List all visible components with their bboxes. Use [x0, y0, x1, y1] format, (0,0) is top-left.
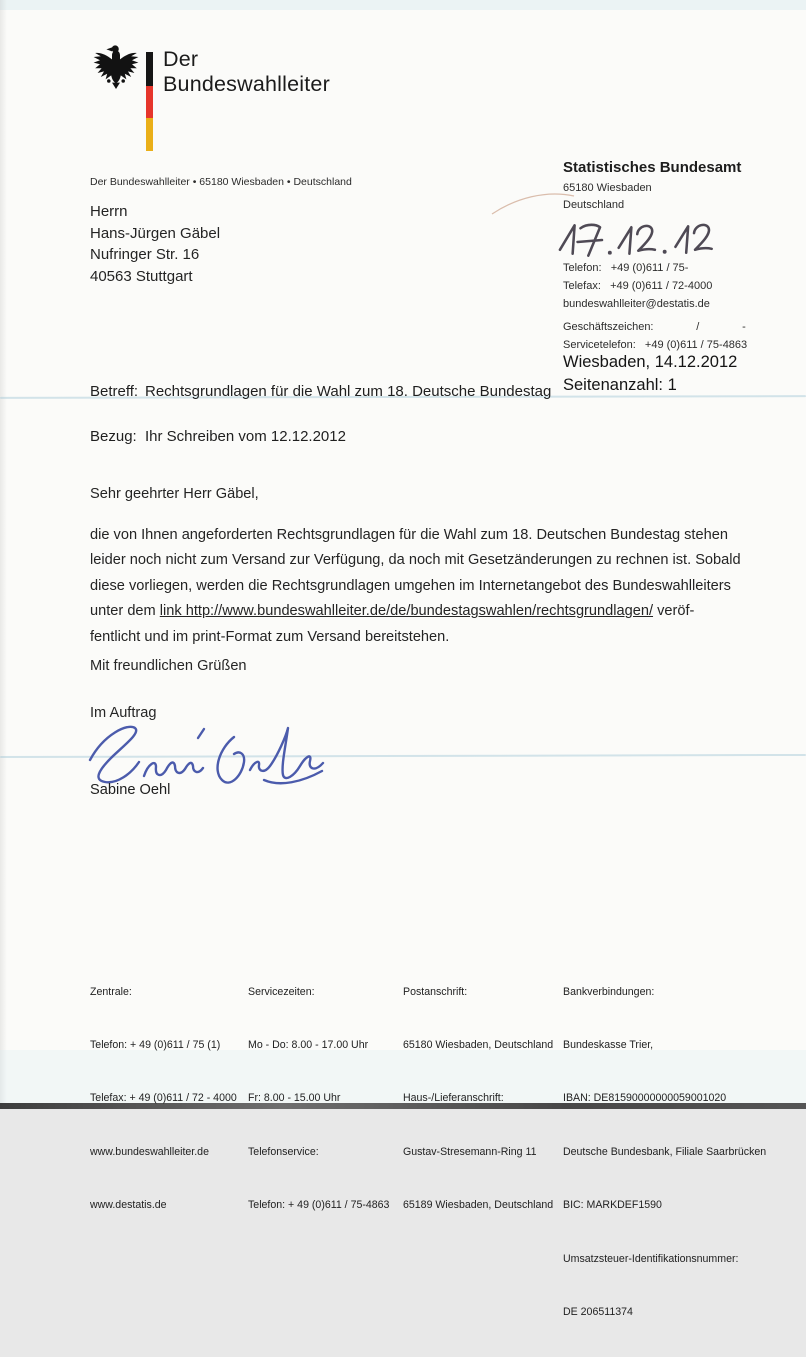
closing-formula: Mit freundlichen Grüßen: [90, 658, 247, 674]
footer-line: Telefonservice:: [248, 1145, 319, 1158]
body-line: fentlicht und im print-Format zum Versand bereitstehen.: [90, 628, 450, 645]
footer-line: Fr: 8.00 - 15.00 Uhr: [248, 1092, 341, 1105]
footer-line: Mo - Do: 8.00 - 17.00 Uhr: [248, 1038, 369, 1051]
footer-line: Zentrale:: [90, 985, 132, 998]
footer-line: Deutsche Bundesbank, Filiale Saarbrücken: [563, 1145, 767, 1158]
subject-label: Betreff:: [90, 383, 139, 400]
footer-line: Postanschrift:: [403, 985, 468, 998]
footer-line: Telefon: + 49 (0)611 / 75-4863: [248, 1199, 390, 1212]
footer-line: Telefon: + 49 (0)611 / 75 (1): [90, 1038, 221, 1051]
place-and-date: Wiesbaden, 14.12.2012: [563, 353, 738, 371]
body-line: leider noch nicht zum Versand zur Verfügung, da noch mit Gesetzänderungen zu rechnen ist. Sobald: [90, 552, 741, 569]
page-count: Seitenanzahl: 1: [563, 376, 677, 394]
footer-line: DE 206511374: [563, 1305, 633, 1318]
recipient-salutation: Herrn: [90, 203, 128, 220]
office-email: bundeswahlleiter@destatis.de: [563, 298, 710, 310]
office-address-line: Deutschland: [563, 199, 625, 211]
letterhead-title-line2: Bundeswahlleiter: [163, 72, 330, 96]
subject-text: Rechtsgrundlagen für die Wahl zum 18. Deutsche Bundestag: [145, 383, 552, 400]
scan-tint-top: [0, 0, 806, 10]
body-line4-suffix: veröf-: [653, 603, 695, 620]
footer-line: Bankverbindungen:: [563, 985, 655, 998]
footer-column-servicezeiten: [248, 948, 389, 1251]
flag-stripe-gold: [146, 118, 153, 151]
footer-line: IBAN: DE81590000000059001020: [563, 1092, 727, 1105]
recipient-name: Hans-Jürgen Gäbel: [90, 224, 221, 242]
reference-text: Ihr Schreiben vom 12.12.2012: [145, 428, 346, 445]
office-service-phone: Servicetelefon: +49 (0)611 / 75-4863: [563, 339, 748, 351]
sender-line: Der Bundeswahlleiter • 65180 Wiesbaden • Deutschland: [90, 176, 352, 188]
body-line: die von Ihnen angeforderten Rechtsgrundlagen für die Wahl zum 18. Deutschen Bundestag stehen: [90, 527, 728, 543]
office-name: Statistisches Bundesamt: [563, 159, 742, 176]
recipient-city: 40563 Stuttgart: [90, 267, 193, 285]
office-phone: Telefon: +49 (0)611 / 75-: [563, 262, 689, 274]
flag-stripe: [146, 52, 153, 151]
footer-line: Umsatzsteuer-Identifikationsnummer:: [563, 1252, 739, 1265]
office-fax: Telefax: +49 (0)611 / 72-4000: [563, 280, 713, 292]
body-line: diese vorliegen, werden die Rechtsgrundlagen umgehen im Internetangebot des Bundeswahlleiters: [90, 577, 731, 594]
body-line4-prefix: unter dem: [90, 603, 160, 620]
footer-column-postanschrift: [403, 948, 553, 1251]
recipient-street: Nufringer Str. 16: [90, 246, 200, 263]
salutation: Sehr geehrter Herr Gäbel,: [90, 486, 259, 502]
scan-edge-shade: [0, 0, 7, 1109]
footer-line: 65189 Wiesbaden, Deutschland: [403, 1199, 554, 1212]
reference-label: Bezug:: [90, 428, 137, 445]
footer-link: www.bundeswahlleiter.de: [90, 1145, 209, 1158]
office-address-line: 65180 Wiesbaden: [563, 182, 652, 194]
body-paragraph: [90, 523, 741, 650]
footer-column-bankverbindungen: [563, 948, 766, 1357]
footer-column-zentrale: [90, 948, 237, 1251]
federal-eagle-icon: [92, 40, 140, 90]
handwritten-date: [556, 219, 742, 261]
letterhead-title: [163, 47, 330, 97]
recipient-address: [90, 201, 220, 287]
footer-link: www.destatis.de: [90, 1199, 167, 1212]
footer-line: Servicezeiten:: [248, 985, 315, 998]
office-reference-number: Geschäftszeichen: / -: [563, 321, 746, 333]
footer-line: Gustav-Stresemann-Ring 11: [403, 1145, 537, 1158]
signer-name: Sabine Oehl: [90, 782, 171, 798]
footer-line: Haus-/Lieferanschrift:: [403, 1092, 504, 1105]
letterhead-title-line1: Der: [163, 47, 199, 71]
footer-line: Bundeskasse Trier,: [563, 1038, 654, 1051]
rechtsgrundlagen-link[interactable]: link http://www.bundeswahlleiter.de/de/bundestagswahlen/rechtsgrundlagen/: [159, 603, 654, 620]
flag-stripe-red: [146, 86, 153, 118]
body-line: [90, 599, 741, 624]
flag-stripe-black: [146, 52, 153, 86]
footer-line: 65180 Wiesbaden, Deutschland: [403, 1038, 554, 1051]
footer-line: BIC: MARKDEF1590: [563, 1199, 662, 1212]
footer-line: Telefax: + 49 (0)611 / 72 - 4000: [90, 1092, 237, 1105]
per-procura: Im Auftrag: [90, 705, 157, 721]
